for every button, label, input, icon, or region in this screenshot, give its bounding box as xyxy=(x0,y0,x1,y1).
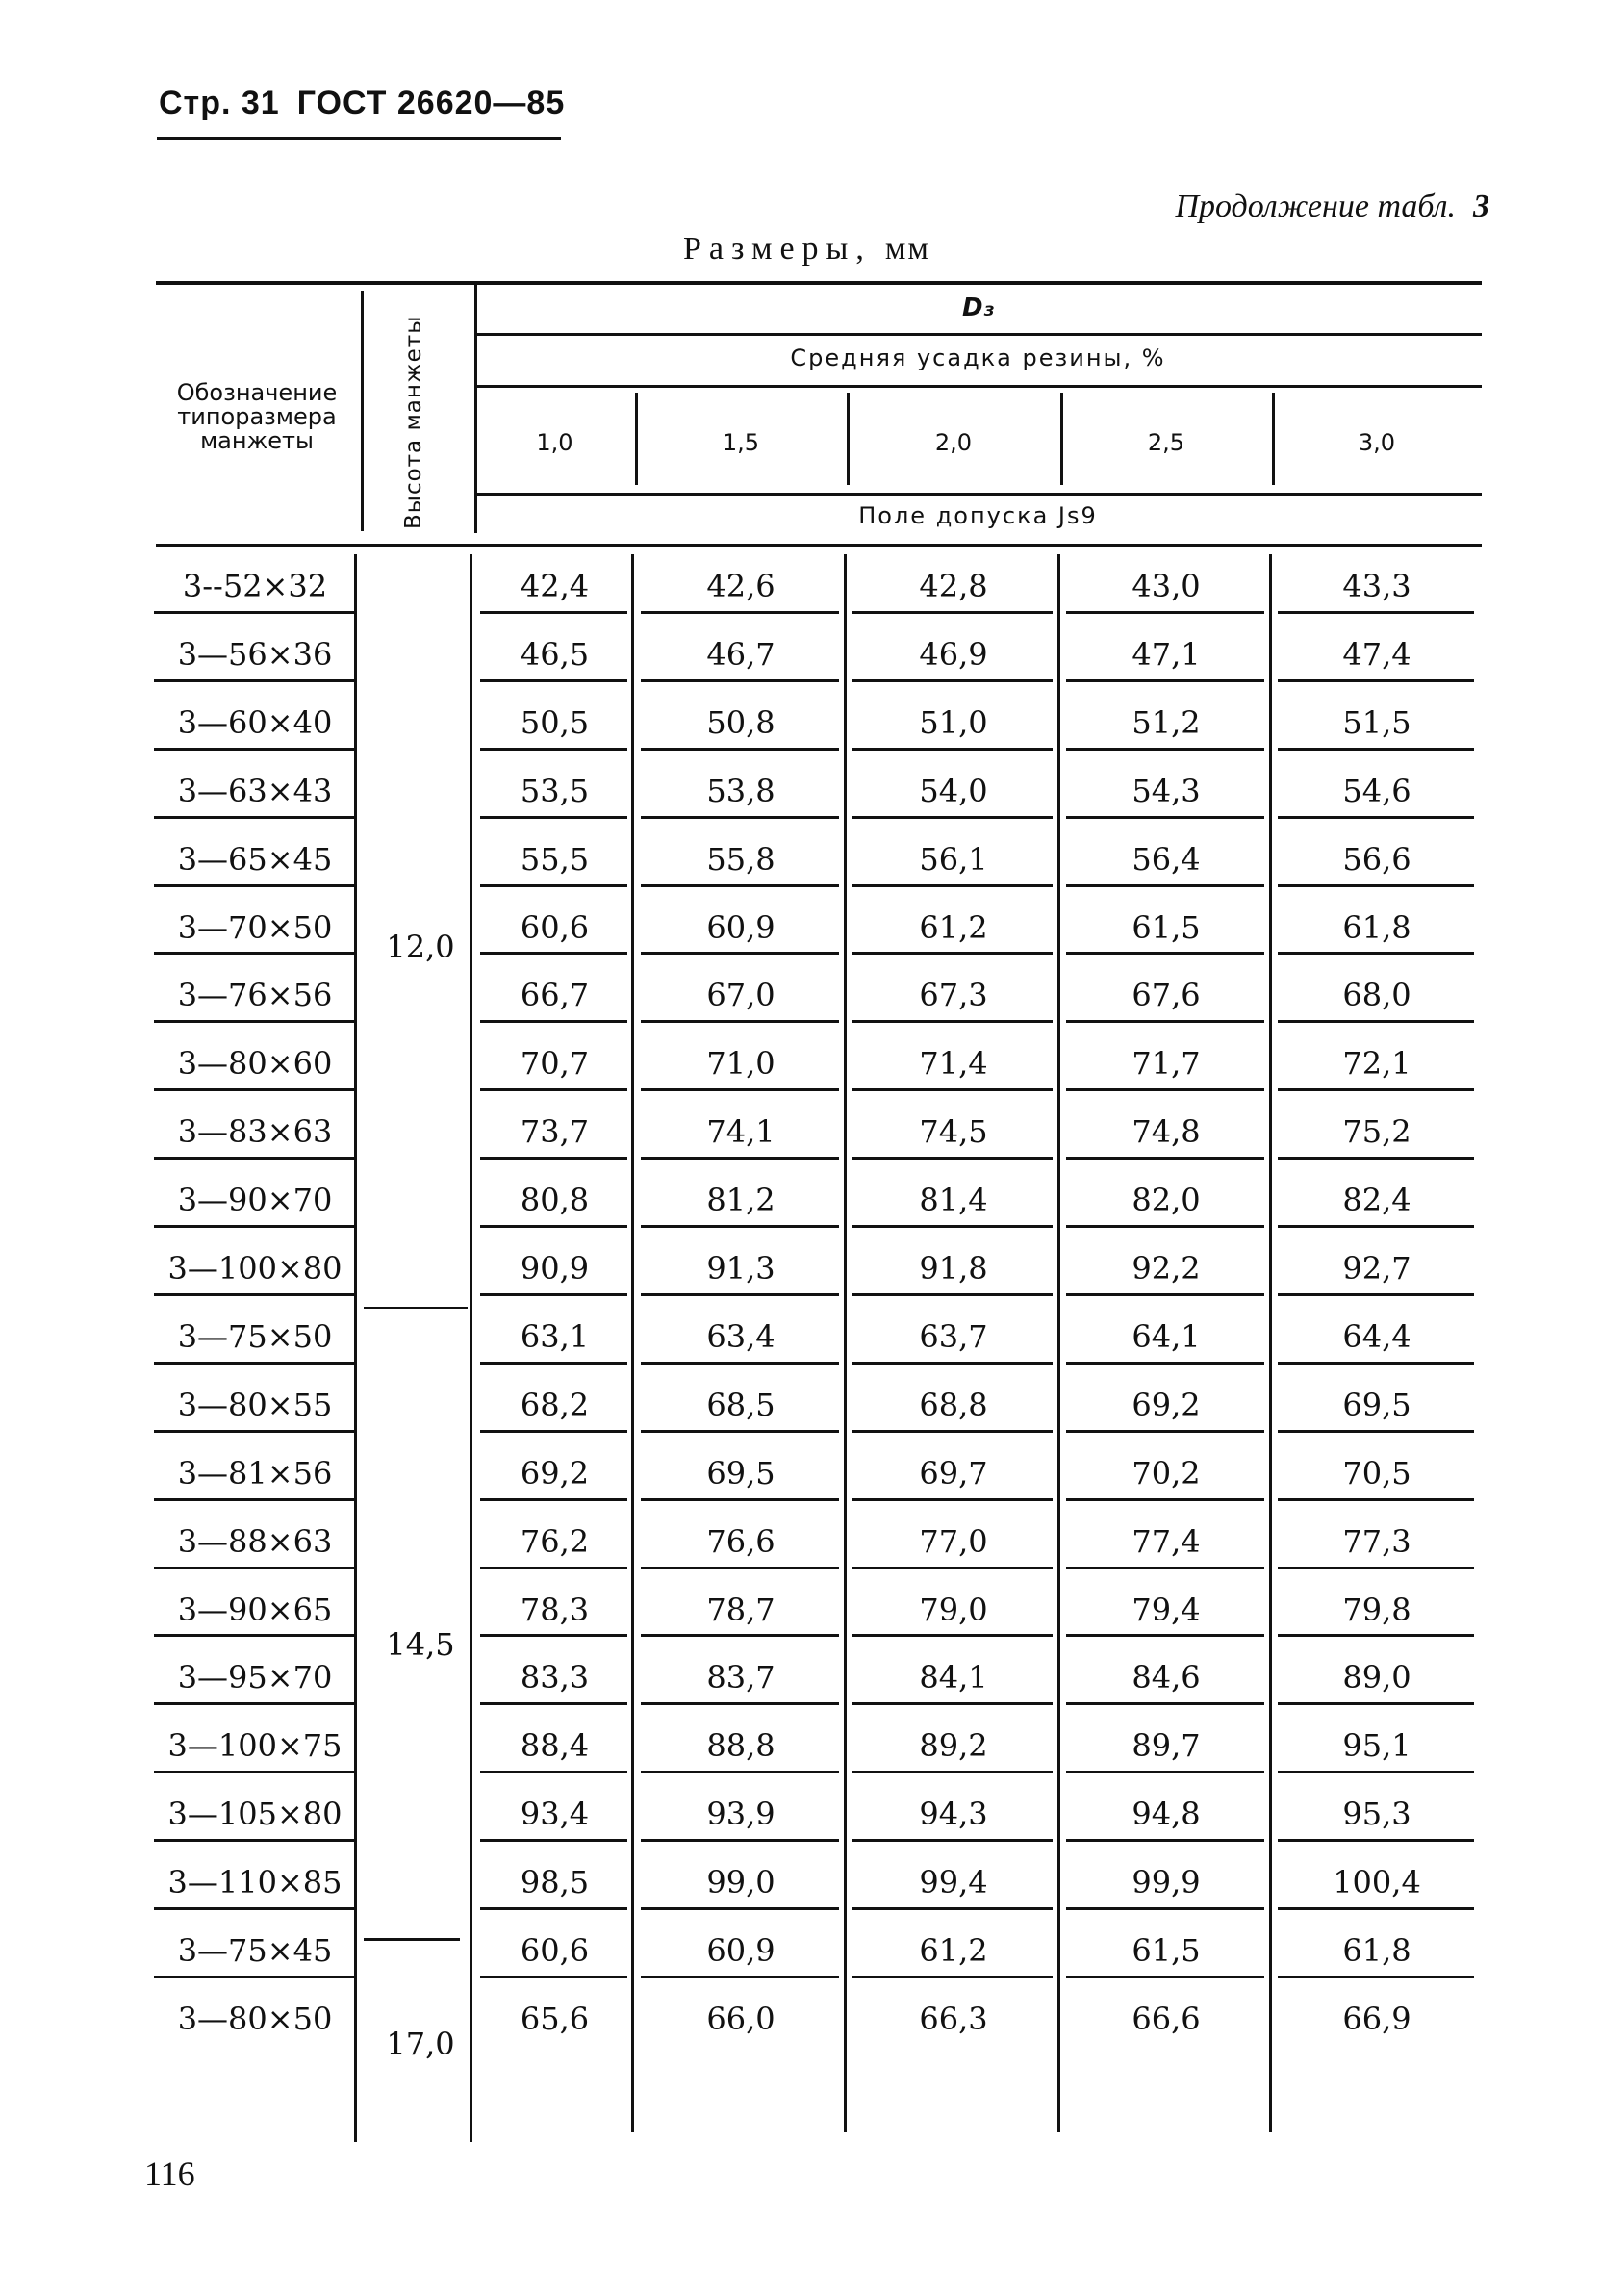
row-rule xyxy=(852,1293,1053,1296)
table-cell: 63,7 xyxy=(919,1317,988,1355)
table-cell: 72,1 xyxy=(1342,1045,1411,1083)
row-rule xyxy=(480,952,627,955)
table-cell: 89,0 xyxy=(1342,1659,1411,1696)
row-rule xyxy=(852,884,1053,887)
table-cell: 64,4 xyxy=(1342,1317,1411,1355)
row-rule xyxy=(1278,1225,1474,1228)
table-cell: 80,8 xyxy=(520,1182,590,1219)
table-cell: 88,4 xyxy=(520,1727,590,1765)
table-cell: 66,0 xyxy=(706,2000,776,2037)
table-cell: 65,6 xyxy=(520,2000,590,2037)
table-cell: 42,8 xyxy=(919,568,988,604)
table-cell: 70,5 xyxy=(1342,1454,1411,1492)
table-cell: 89,7 xyxy=(1132,1727,1201,1765)
table-cell: 51,0 xyxy=(919,703,988,741)
row-rule xyxy=(1278,1839,1474,1842)
row-designation: 3—90×65 xyxy=(177,1591,333,1628)
table-cell: 66,3 xyxy=(919,2000,988,2037)
table-cell: 60,6 xyxy=(520,1932,590,1969)
row-rule xyxy=(852,1567,1053,1569)
shrinkage-value: 2,0 xyxy=(934,429,973,456)
table-cell: 61,8 xyxy=(1342,1932,1411,1969)
table-title xyxy=(683,231,930,268)
row-rule xyxy=(1066,1020,1264,1023)
row-rule xyxy=(641,1634,839,1637)
row-rule xyxy=(1066,1907,1264,1910)
row-rule xyxy=(154,611,356,614)
row-designation: 3—110×85 xyxy=(167,1864,343,1901)
row-designation: 3—65×45 xyxy=(177,840,333,878)
row-rule xyxy=(154,1634,356,1637)
table-cell: 55,5 xyxy=(520,840,590,878)
row-rule xyxy=(480,1976,627,1978)
table-cell: 53,8 xyxy=(706,772,776,809)
row-rule xyxy=(1278,1907,1474,1910)
row-rule xyxy=(1066,1567,1264,1569)
table-cell: 73,7 xyxy=(520,1113,590,1151)
row-rule xyxy=(1066,952,1264,955)
row-designation: 3—83×63 xyxy=(177,1113,333,1151)
title-unit: мм xyxy=(884,231,930,267)
table-cell: 77,4 xyxy=(1132,1522,1201,1560)
row-rule xyxy=(154,1839,356,1842)
group-header-d3: D₃ xyxy=(962,293,994,322)
row-rule xyxy=(154,1907,356,1910)
row-rule xyxy=(852,748,1053,751)
row-rule xyxy=(852,1771,1053,1773)
row-rule xyxy=(1066,1498,1264,1501)
row-rule xyxy=(1278,1430,1474,1433)
standard-label: ГОСТ 26620—85 xyxy=(296,85,566,121)
shrink-rule xyxy=(474,493,1482,496)
row-rule xyxy=(1278,1634,1474,1637)
table-cell: 82,4 xyxy=(1342,1182,1411,1219)
row-rule xyxy=(154,1702,356,1705)
table-cell: 68,2 xyxy=(520,1386,590,1423)
row-rule xyxy=(641,748,839,751)
table-cell: 74,1 xyxy=(706,1113,776,1151)
table-cell: 63,1 xyxy=(520,1317,590,1355)
row-designation: 3—100×80 xyxy=(167,1250,343,1287)
row-rule xyxy=(480,1839,627,1842)
table-cell: 66,6 xyxy=(1132,2000,1201,2037)
row-rule xyxy=(1066,1976,1264,1978)
row-rule xyxy=(852,1020,1053,1023)
table-cell: 84,1 xyxy=(919,1659,988,1696)
row-rule xyxy=(480,1088,627,1091)
table-cell: 68,5 xyxy=(706,1386,776,1423)
row-rule xyxy=(1278,1771,1474,1773)
row-rule xyxy=(1066,1771,1264,1773)
table-cell: 56,6 xyxy=(1342,840,1411,878)
row-rule xyxy=(480,1634,627,1637)
shrinkage-header: Средняя усадка резины, % xyxy=(790,344,1166,371)
table-cell: 51,2 xyxy=(1132,703,1201,741)
table-cell: 55,8 xyxy=(706,840,776,878)
table-cell: 46,5 xyxy=(520,635,590,673)
table-cell: 47,4 xyxy=(1342,635,1411,673)
table-cell: 81,4 xyxy=(919,1182,988,1219)
row-rule xyxy=(1278,1567,1474,1569)
row-rule xyxy=(480,1362,627,1365)
row-rule xyxy=(1066,1088,1264,1091)
row-rule xyxy=(641,1225,839,1228)
row-rule xyxy=(480,1430,627,1433)
table-cell: 54,0 xyxy=(919,772,988,809)
table-cell: 77,0 xyxy=(919,1522,988,1560)
table-cell: 94,8 xyxy=(1132,1796,1201,1833)
row-rule xyxy=(1066,884,1264,887)
table-cell: 100,4 xyxy=(1333,1864,1421,1901)
shrinkage-value: 1,5 xyxy=(722,429,760,456)
row-designation: 3—75×50 xyxy=(177,1317,333,1355)
row-designation: 3—100×75 xyxy=(167,1727,343,1765)
row-rule xyxy=(1066,1293,1264,1296)
row-rule xyxy=(1066,1634,1264,1637)
row-rule xyxy=(1066,1157,1264,1160)
table-cell: 99,9 xyxy=(1132,1864,1201,1901)
row-rule xyxy=(1066,816,1264,819)
table-cell: 53,5 xyxy=(520,772,590,809)
row-rule xyxy=(480,1771,627,1773)
row-rule xyxy=(852,1362,1053,1365)
table-cell: 92,2 xyxy=(1132,1250,1201,1287)
table-cell: 66,7 xyxy=(520,977,590,1014)
row-rule xyxy=(641,1567,839,1569)
table-cell: 71,0 xyxy=(706,1045,776,1083)
tolerance-header: Поле допуска Js9 xyxy=(858,502,1098,529)
table-cell: 78,7 xyxy=(706,1591,776,1628)
table-cell: 68,0 xyxy=(1342,977,1411,1014)
row-rule xyxy=(641,1498,839,1501)
row-rule xyxy=(852,1907,1053,1910)
table-cell: 69,2 xyxy=(1132,1386,1201,1423)
row-rule xyxy=(480,1907,627,1910)
row-rule xyxy=(1278,1702,1474,1705)
row-rule xyxy=(852,611,1053,614)
row-rule xyxy=(154,748,356,751)
row-designation: 3—80×55 xyxy=(177,1386,333,1423)
row-rule xyxy=(480,884,627,887)
row-rule xyxy=(154,1225,356,1228)
table-cell: 93,4 xyxy=(520,1796,590,1833)
row-rule xyxy=(852,1430,1053,1433)
table-cell: 71,4 xyxy=(919,1045,988,1083)
row-rule xyxy=(480,679,627,682)
row-rule xyxy=(154,1771,356,1773)
table-cell: 77,3 xyxy=(1342,1522,1411,1560)
header-divider-a xyxy=(361,291,364,531)
height-value: 17,0 xyxy=(386,2026,455,2062)
row-rule xyxy=(1066,611,1264,614)
shrinkage-value: 1,0 xyxy=(536,429,573,456)
table-cell: 61,5 xyxy=(1132,908,1201,946)
height-value: 12,0 xyxy=(386,929,455,965)
table-cell: 60,9 xyxy=(706,908,776,946)
row-rule xyxy=(480,1702,627,1705)
table-cell: 95,1 xyxy=(1342,1727,1411,1765)
height-value: 14,5 xyxy=(386,1626,455,1663)
row-rule xyxy=(1278,1362,1474,1365)
row-rule xyxy=(154,1293,356,1296)
table-cell: 93,9 xyxy=(706,1796,776,1833)
table-cell: 99,0 xyxy=(706,1864,776,1901)
table-cell: 43,3 xyxy=(1342,568,1411,604)
height-header: Высота манжеты xyxy=(401,315,426,529)
row-rule xyxy=(641,1430,839,1433)
title-main: Размеры, xyxy=(683,231,872,267)
row-rule xyxy=(1278,679,1474,682)
height-group-rule xyxy=(364,1307,468,1309)
row-rule xyxy=(1278,1976,1474,1978)
table-cell: 74,8 xyxy=(1132,1113,1201,1151)
row-rule xyxy=(1066,679,1264,682)
row-rule xyxy=(641,1702,839,1705)
row-rule xyxy=(852,952,1053,955)
table-cell: 66,9 xyxy=(1342,2000,1411,2037)
table-cell: 69,5 xyxy=(706,1454,776,1492)
table-cell: 82,0 xyxy=(1132,1182,1201,1219)
table-cell: 51,5 xyxy=(1342,703,1411,741)
row-rule xyxy=(641,679,839,682)
table-number: 3 xyxy=(1473,189,1489,224)
continuation-text: Продолжение табл. xyxy=(1175,189,1456,224)
row-designation: 3—75×45 xyxy=(177,1932,333,1969)
row-rule xyxy=(641,1293,839,1296)
row-rule xyxy=(480,1157,627,1160)
table-cell: 91,8 xyxy=(919,1250,988,1287)
row-designation: 3—70×50 xyxy=(177,908,333,946)
table-cell: 67,6 xyxy=(1132,977,1201,1014)
row-rule xyxy=(641,816,839,819)
row-rule xyxy=(1278,884,1474,887)
table-cell: 42,6 xyxy=(706,568,776,604)
row-rule xyxy=(852,1976,1053,1978)
row-rule xyxy=(480,1567,627,1569)
table-cell: 70,2 xyxy=(1132,1454,1201,1492)
table-cell: 63,4 xyxy=(706,1317,776,1355)
page-number: 116 xyxy=(144,2155,195,2193)
continuation-note xyxy=(1175,189,1489,225)
row-rule xyxy=(154,1567,356,1569)
row-rule xyxy=(1278,816,1474,819)
row-rule xyxy=(154,679,356,682)
row-rule xyxy=(480,1020,627,1023)
row-rule xyxy=(154,1020,356,1023)
row-designation: 3—80×60 xyxy=(177,1045,333,1083)
row-rule xyxy=(1278,1020,1474,1023)
row-rule xyxy=(641,1362,839,1365)
row-designation: 3—56×36 xyxy=(177,635,333,673)
row-rule xyxy=(641,1839,839,1842)
row-designation: 3—90×70 xyxy=(177,1182,333,1219)
row-rule xyxy=(480,816,627,819)
row-rule xyxy=(641,1157,839,1160)
designation-header: Обозначение типоразмера манжеты xyxy=(176,379,338,454)
table-cell: 54,6 xyxy=(1342,772,1411,809)
row-designation: 3—95×70 xyxy=(177,1659,333,1696)
row-rule xyxy=(852,1702,1053,1705)
table-cell: 92,7 xyxy=(1342,1250,1411,1287)
table-cell: 50,5 xyxy=(520,703,590,741)
row-rule xyxy=(641,884,839,887)
row-rule xyxy=(1278,1088,1474,1091)
table-cell: 43,0 xyxy=(1132,568,1201,604)
table-cell: 89,2 xyxy=(919,1727,988,1765)
row-rule xyxy=(1278,611,1474,614)
row-rule xyxy=(1278,1293,1474,1296)
row-rule xyxy=(154,1088,356,1091)
row-designation: 3—63×43 xyxy=(177,772,333,809)
subheader-rule xyxy=(474,385,1482,388)
body-divider-a xyxy=(354,554,357,2142)
row-rule xyxy=(154,1157,356,1160)
table-cell: 67,3 xyxy=(919,977,988,1014)
row-rule xyxy=(1066,1430,1264,1433)
table-cell: 99,4 xyxy=(919,1864,988,1901)
table-cell: 47,1 xyxy=(1132,635,1201,673)
row-rule xyxy=(852,1157,1053,1160)
row-rule xyxy=(1066,748,1264,751)
table-cell: 67,0 xyxy=(706,977,776,1014)
row-rule xyxy=(154,952,356,955)
table-cell: 81,2 xyxy=(706,1182,776,1219)
table-cell: 78,3 xyxy=(520,1591,590,1628)
table-cell: 56,1 xyxy=(919,840,988,878)
row-rule xyxy=(641,1020,839,1023)
row-rule xyxy=(1278,748,1474,751)
row-rule xyxy=(852,1839,1053,1842)
page-header xyxy=(159,85,565,122)
row-rule xyxy=(1066,1225,1264,1228)
header-bottom-rule xyxy=(156,544,1482,547)
table-cell: 79,8 xyxy=(1342,1591,1411,1628)
table-cell: 74,5 xyxy=(919,1113,988,1151)
row-rule xyxy=(641,1088,839,1091)
row-rule xyxy=(641,952,839,955)
row-designation: 3—60×40 xyxy=(177,703,333,741)
row-rule xyxy=(154,884,356,887)
row-rule xyxy=(154,816,356,819)
row-designation: 3—81×56 xyxy=(177,1454,333,1492)
table-cell: 61,2 xyxy=(919,1932,988,1969)
table-cell: 61,5 xyxy=(1132,1932,1201,1969)
row-designation: 3—88×63 xyxy=(177,1522,333,1560)
row-rule xyxy=(480,1293,627,1296)
table-cell: 70,7 xyxy=(520,1045,590,1083)
table-cell: 98,5 xyxy=(520,1864,590,1901)
row-rule xyxy=(641,611,839,614)
shrinkage-value: 3,0 xyxy=(1358,429,1396,456)
row-rule xyxy=(480,748,627,751)
table-cell: 69,7 xyxy=(919,1454,988,1492)
row-rule xyxy=(1278,952,1474,955)
table-cell: 61,2 xyxy=(919,908,988,946)
row-designation: 3—80×50 xyxy=(177,2000,333,2037)
row-designation: 3—76×56 xyxy=(177,977,333,1014)
row-designation: 3—105×80 xyxy=(167,1796,343,1833)
table-cell: 42,4 xyxy=(520,568,590,604)
row-rule xyxy=(852,1225,1053,1228)
table-cell: 83,7 xyxy=(706,1659,776,1696)
row-rule xyxy=(480,1498,627,1501)
table-cell: 71,7 xyxy=(1132,1045,1201,1083)
table-cell: 76,6 xyxy=(706,1522,776,1560)
row-rule xyxy=(480,1225,627,1228)
row-rule xyxy=(641,1907,839,1910)
row-rule xyxy=(480,611,627,614)
row-rule xyxy=(852,816,1053,819)
header-rule xyxy=(157,137,561,140)
shrinkage-value: 2,5 xyxy=(1147,429,1185,456)
table-cell: 64,1 xyxy=(1132,1317,1201,1355)
row-rule xyxy=(1066,1362,1264,1365)
table-cell: 54,3 xyxy=(1132,772,1201,809)
table-cell: 61,8 xyxy=(1342,908,1411,946)
row-rule xyxy=(154,1976,356,1978)
row-rule xyxy=(1066,1702,1264,1705)
table-cell: 56,4 xyxy=(1132,840,1201,878)
table-cell: 76,2 xyxy=(520,1522,590,1560)
row-rule xyxy=(1066,1839,1264,1842)
table-cell: 88,8 xyxy=(706,1727,776,1765)
table-cell: 95,3 xyxy=(1342,1796,1411,1833)
body-divider-b xyxy=(470,554,472,2142)
table-cell: 91,3 xyxy=(706,1250,776,1287)
table-cell: 83,3 xyxy=(520,1659,590,1696)
table-cell: 69,2 xyxy=(520,1454,590,1492)
table-top-rule xyxy=(156,281,1482,285)
page-label: Стр. 31 xyxy=(159,85,280,121)
row-rule xyxy=(852,1634,1053,1637)
row-rule xyxy=(1278,1498,1474,1501)
table-cell: 60,6 xyxy=(520,908,590,946)
table-cell: 46,7 xyxy=(706,635,776,673)
row-rule xyxy=(852,1088,1053,1091)
table-cell: 68,8 xyxy=(919,1386,988,1423)
row-rule xyxy=(154,1430,356,1433)
row-rule xyxy=(641,1976,839,1978)
table-cell: 90,9 xyxy=(520,1250,590,1287)
group-header-rule xyxy=(474,333,1482,336)
table-cell: 69,5 xyxy=(1342,1386,1411,1423)
table-cell: 46,9 xyxy=(919,635,988,673)
row-rule xyxy=(641,1771,839,1773)
table-cell: 79,0 xyxy=(919,1591,988,1628)
row-rule xyxy=(154,1498,356,1501)
row-rule xyxy=(154,1362,356,1365)
row-rule xyxy=(1278,1157,1474,1160)
table-cell: 79,4 xyxy=(1132,1591,1201,1628)
table-cell: 60,9 xyxy=(706,1932,776,1969)
table-cell: 50,8 xyxy=(706,703,776,741)
table-cell: 94,3 xyxy=(919,1796,988,1833)
row-rule xyxy=(852,679,1053,682)
height-group-rule xyxy=(364,1938,460,1941)
row-designation: 3--52×32 xyxy=(182,568,328,604)
table-cell: 84,6 xyxy=(1132,1659,1201,1696)
table-cell: 75,2 xyxy=(1342,1113,1411,1151)
row-rule xyxy=(852,1498,1053,1501)
